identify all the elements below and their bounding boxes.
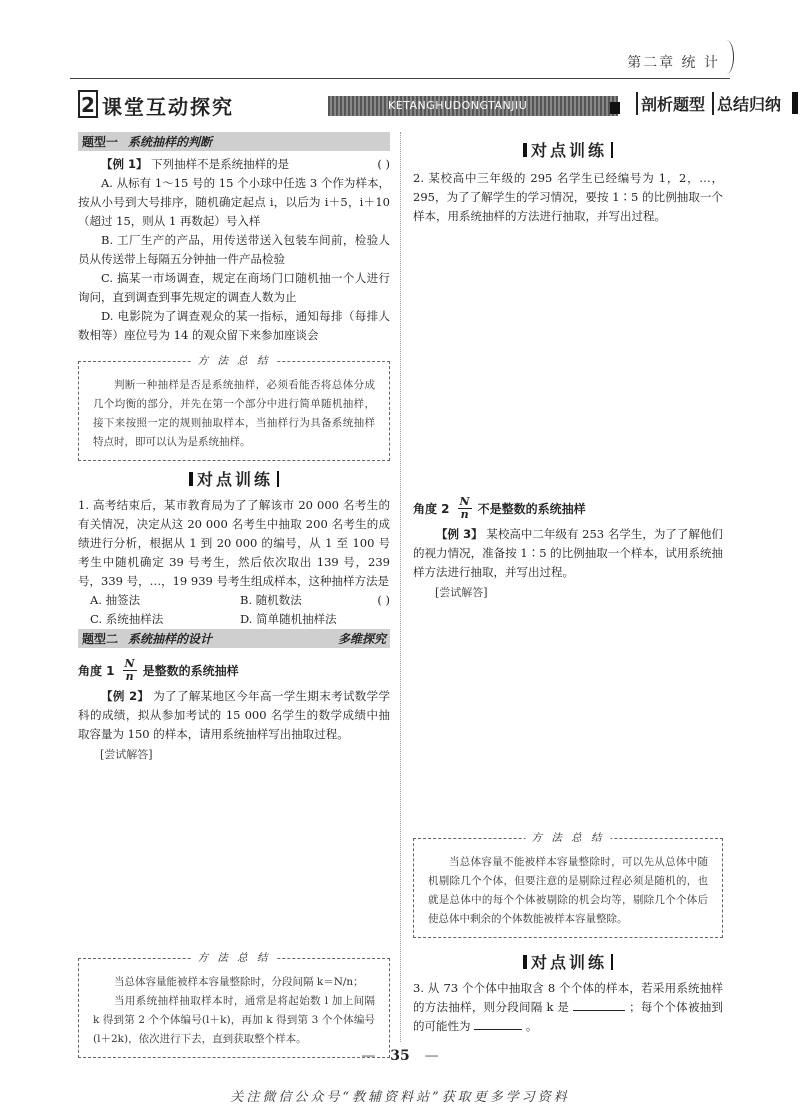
question-3 <box>413 979 723 1036</box>
angle-1-heading <box>78 658 390 683</box>
section-right-tag: 多维探究 <box>337 632 386 646</box>
banner-end-bar <box>792 92 798 114</box>
training-bar-icon <box>611 142 613 158</box>
method-summary-label: 方 法 总 结 <box>191 950 276 965</box>
question-1-options-row-2 <box>78 610 390 629</box>
answer-paren: ( ) <box>377 157 390 171</box>
angle-label: 角度 2 <box>413 502 450 516</box>
banner-square-icon <box>610 102 620 114</box>
option-b: B. 工厂生产的产品，用传送带送入包装车间前，检验人员从传送带上每隔五分钟抽一件产品检验 <box>78 233 390 266</box>
answer-blank-1[interactable] <box>573 1010 625 1011</box>
method-summary-2 <box>78 952 390 1058</box>
right-column <box>413 132 723 1036</box>
question-1 <box>78 496 390 629</box>
header-curve-decoration <box>719 40 734 74</box>
fraction-numerator: N <box>459 495 470 508</box>
training-title: 对点训练 <box>530 141 607 160</box>
training-bar-icon <box>277 471 279 487</box>
angle-title: 不是整数的系统抽样 <box>477 502 586 516</box>
option-c: C. 系统抽样法 <box>90 612 164 626</box>
example-3-text <box>413 525 723 582</box>
example-tag: 【例 2】 <box>101 689 150 703</box>
training-heading-3 <box>413 950 723 973</box>
example-1-stem-line <box>78 155 390 174</box>
example-stem: 下列抽样不是系统抽样的是 <box>151 157 290 171</box>
option-d: D. 电影院为了调查观众的某一指标，通知每排（每排人数相等）座位号为 14 的观众留下来参加座谈会 <box>78 309 390 342</box>
fraction-denominator: n <box>125 670 134 683</box>
training-heading-1 <box>78 467 390 490</box>
training-marker-icon <box>523 143 527 157</box>
option-c: C. 搞某一市场调查，规定在商场门口随机抽一个人进行询问，直到调查到事先规定的调查人数为止 <box>78 271 390 304</box>
example-tag: 【例 3】 <box>436 527 483 541</box>
angle-title: 是整数的系统抽样 <box>142 664 239 678</box>
try-answer-label: [尝试解答] <box>435 586 488 599</box>
angle-label: 角度 1 <box>78 664 115 678</box>
fraction-numerator: N <box>124 657 135 670</box>
training-marker-icon <box>523 955 527 969</box>
fraction-n-over-n <box>123 658 137 683</box>
question-3-part-1: 3. 从 73 个个体中抽取含 8 个个体的样本，若采用系统抽样的方法抽样，则分段间隔 k 是 <box>413 981 723 1014</box>
banner-tag-summary: 总结归纳 <box>712 92 781 115</box>
method-summary-text-1: 当总体容量能被样本容量整除时，分段间隔 k＝N/n； <box>114 976 364 988</box>
header-rule <box>70 78 730 79</box>
answer-blank-2[interactable] <box>474 1029 522 1030</box>
example-3-body: 某校高中二年级有 253 名学生，为了了解他们的视力情况，准备按 1∶5 的比例抽取一个样本，试用系统抽样方法进行抽取，并写出过程。 <box>413 527 723 579</box>
example-1 <box>78 155 390 345</box>
training-title: 对点训练 <box>196 470 273 489</box>
example-2 <box>78 687 390 762</box>
example-2-body: 为了了解某地区今年高一学生期末考试数学学科的成绩，拟从参加考试的 15 000 名学生的数学成绩中抽取容量为 150 的样本，请用系统抽样写出抽取过程。 <box>78 689 391 741</box>
option-b: B. 随机数法 <box>240 593 302 607</box>
page-dash-left: — <box>361 1048 376 1064</box>
example-2-text <box>78 687 390 744</box>
section-label: 题型二 <box>82 632 119 646</box>
option-d: D. 简单随机抽样法 <box>240 612 337 626</box>
example-3 <box>413 525 723 600</box>
left-column <box>78 132 390 1064</box>
section-type-2 <box>78 629 390 648</box>
page-dash-right: — <box>424 1048 439 1064</box>
chapter-header: 第二章 统 计 <box>627 55 720 71</box>
method-summary-label: 方 法 总 结 <box>525 830 610 845</box>
banner-number: 2 <box>78 90 98 118</box>
page-number-row <box>0 1048 800 1064</box>
page-number: 35 <box>390 1048 410 1064</box>
method-summary-1 <box>78 355 390 461</box>
question-1-text: 1. 高考结束后，某市教育局为了了解该市 20 000 名考生的有关情况，决定从这 20 000 名考生中抽取 200 名考生的成绩进行分析，根据从 1 到 20 000 的编号，从 1 至 100 号考生中随机确定 39 号考生，然后依次取出 139 号，239 号，339 号，…，19 939 号考生组成样本，这种抽样方法是 <box>78 498 390 588</box>
banner-pinyin: KETANGHUDONGTANJIU <box>328 96 618 116</box>
example-tag: 【例 1】 <box>101 157 148 171</box>
question-1-options-row-1 <box>78 591 377 610</box>
angle-2-heading <box>413 496 723 521</box>
footer-note: 关注微信公众号“教辅资料站”获取更多学习资料 <box>230 1090 570 1105</box>
training-bar-icon <box>611 954 613 970</box>
section-title: 系统抽样的设计 <box>128 632 213 646</box>
section-title: 系统抽样的判断 <box>128 135 213 149</box>
method-summary-text: 判断一种抽样是否是系统抽样，必须看能否将总体分成几个均衡的部分，并先在第一个部分中进行简单随机抽样，接下来按照一定的规则抽取样本，当抽样行为具备系统抽样特点时，即可以认为是系统抽样。 <box>93 379 375 448</box>
training-heading-2 <box>413 138 723 161</box>
answer-paren: ( ) <box>377 593 390 607</box>
column-divider <box>400 132 401 1042</box>
method-summary-label: 方 法 总 结 <box>191 353 276 368</box>
section-label: 题型一 <box>82 135 119 149</box>
option-a: A. 从标有 1～15 号的 15 个小球中任选 3 个作为样本，按从小号到大号排序，随机确定起点 i，以后为 i＋5，i＋10（超过 15，则从 1 再数起）号入样 <box>78 176 390 228</box>
section-type-1 <box>78 132 390 151</box>
training-marker-icon <box>189 472 193 486</box>
fraction-denominator: n <box>460 508 469 521</box>
training-title: 对点训练 <box>530 953 607 972</box>
method-summary-3 <box>413 832 723 938</box>
question-2: 2. 某校高中三年级的 295 名学生已经编号为 1，2，…，295，为了了解学生的学习情况，要按 1∶5 的比例抽取一个样本，用系统抽样的方法进行抽取，并写出过程。 <box>413 171 723 223</box>
method-summary-text-2: 当用系统抽样抽取样本时，通常是将起始数 l 加上间隔 k 得到第 2 个个体编号(l＋k)，再加 k 得到第 3 个个体编号(l＋2k)，依次进行下去，直到获取整个样本。 <box>93 995 375 1045</box>
banner-title: 课堂互动探究 <box>102 95 234 119</box>
question-3-part-2: ；每个个体被抽到的可能性为 <box>413 1000 724 1033</box>
method-summary-text: 当总体容量不能被样本容量整除时，可以先从总体中随机剔除几个个体，但要注意的是剔除过程必须是随机的，也就是总体中的每个个体被剔除的机会均等，剔除几个个体后使总体中剩余的个体数能被样本容量整除。 <box>428 856 708 925</box>
try-answer-label: [尝试解答] <box>100 748 153 761</box>
fraction-n-over-n <box>458 496 472 521</box>
banner-tag-analysis: 剖析题型 <box>636 92 705 115</box>
question-3-part-3: 。 <box>525 1019 538 1033</box>
option-a: A. 抽签法 <box>90 593 141 607</box>
section-banner <box>78 90 782 119</box>
